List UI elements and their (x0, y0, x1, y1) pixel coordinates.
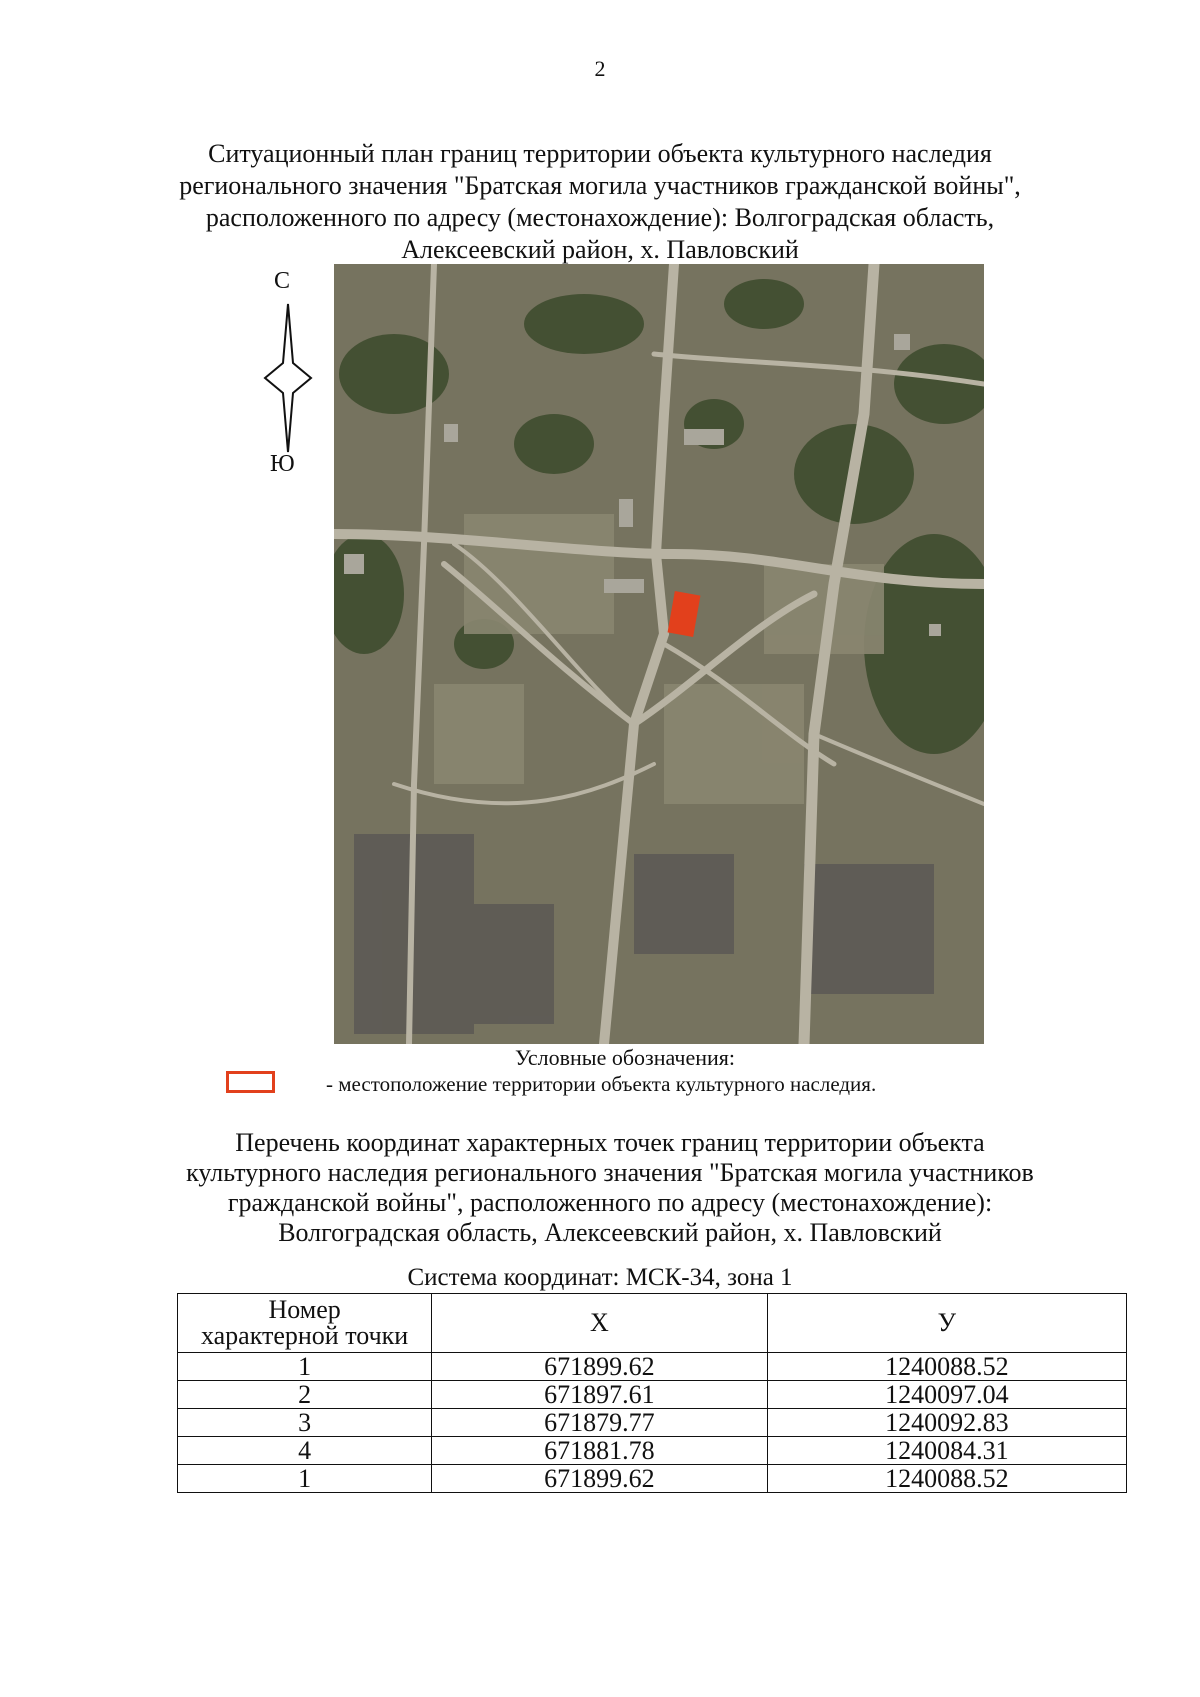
legend-swatch (226, 1071, 275, 1093)
table-row (178, 1353, 1127, 1381)
table-row (178, 1409, 1127, 1437)
header-y: У (767, 1294, 1126, 1353)
compass-south-label: Ю (270, 451, 295, 477)
cell-x: 671897.61 (432, 1381, 767, 1409)
coordinates-title-line: Волгоградская область, Алексеевский район, х. Павловский (278, 1218, 942, 1247)
page-number: 2 (594, 56, 606, 81)
plan-title-line: Алексеевский район, х. Павловский (401, 235, 799, 264)
cell-x: 671879.77 (432, 1409, 767, 1437)
coordinates-table (177, 1293, 1127, 1493)
legend-item-text: - местоположение территории объекта культурного наследия. (326, 1072, 877, 1096)
cell-y: 1240088.52 (767, 1465, 1126, 1493)
plan-title-line: регионального значения "Братская могила участников гражданской войны", (179, 171, 1021, 200)
header-point-line1: Номер (268, 1295, 341, 1324)
table-row (178, 1437, 1127, 1465)
coordinate-system-label: Система координат: МСК-34, зона 1 (407, 1264, 793, 1291)
coordinates-title (150, 1128, 1070, 1248)
legend-title: Условные обозначения: (514, 1045, 736, 1070)
plan-title (150, 138, 1050, 266)
header-x: X (432, 1294, 767, 1353)
cell-x: 671899.62 (432, 1465, 767, 1493)
cell-point: 2 (178, 1381, 432, 1409)
cell-y: 1240092.83 (767, 1409, 1126, 1437)
coordinates-title-line: гражданской войны", расположенного по адресу (местонахождение): (227, 1188, 993, 1217)
header-point-line2: характерной точки (200, 1321, 409, 1350)
cell-y: 1240097.04 (767, 1381, 1126, 1409)
coordinates-title-line: Перечень координат характерных точек границ территории объекта (235, 1128, 985, 1157)
satellite-map (334, 264, 984, 1044)
cell-x: 671899.62 (432, 1353, 767, 1381)
plan-title-line: расположенного по адресу (местонахождение): Волгоградская область, (205, 203, 995, 232)
table-row (178, 1381, 1127, 1409)
table-header-row (178, 1294, 1127, 1353)
cell-y: 1240088.52 (767, 1353, 1126, 1381)
cell-point: 1 (178, 1465, 432, 1493)
table-row (178, 1465, 1127, 1493)
cell-point: 3 (178, 1409, 432, 1437)
plan-title-line: Ситуационный план границ территории объекта культурного наследия (208, 139, 992, 168)
cell-x: 671881.78 (432, 1437, 767, 1465)
header-point-number (178, 1294, 432, 1353)
cell-point: 4 (178, 1437, 432, 1465)
compass-north-label: С (274, 268, 291, 294)
compass-rose-icon (258, 268, 318, 478)
coordinates-title-line: культурного наследия регионального значения "Братская могила участников (186, 1158, 1034, 1187)
cell-y: 1240084.31 (767, 1437, 1126, 1465)
cell-point: 1 (178, 1353, 432, 1381)
